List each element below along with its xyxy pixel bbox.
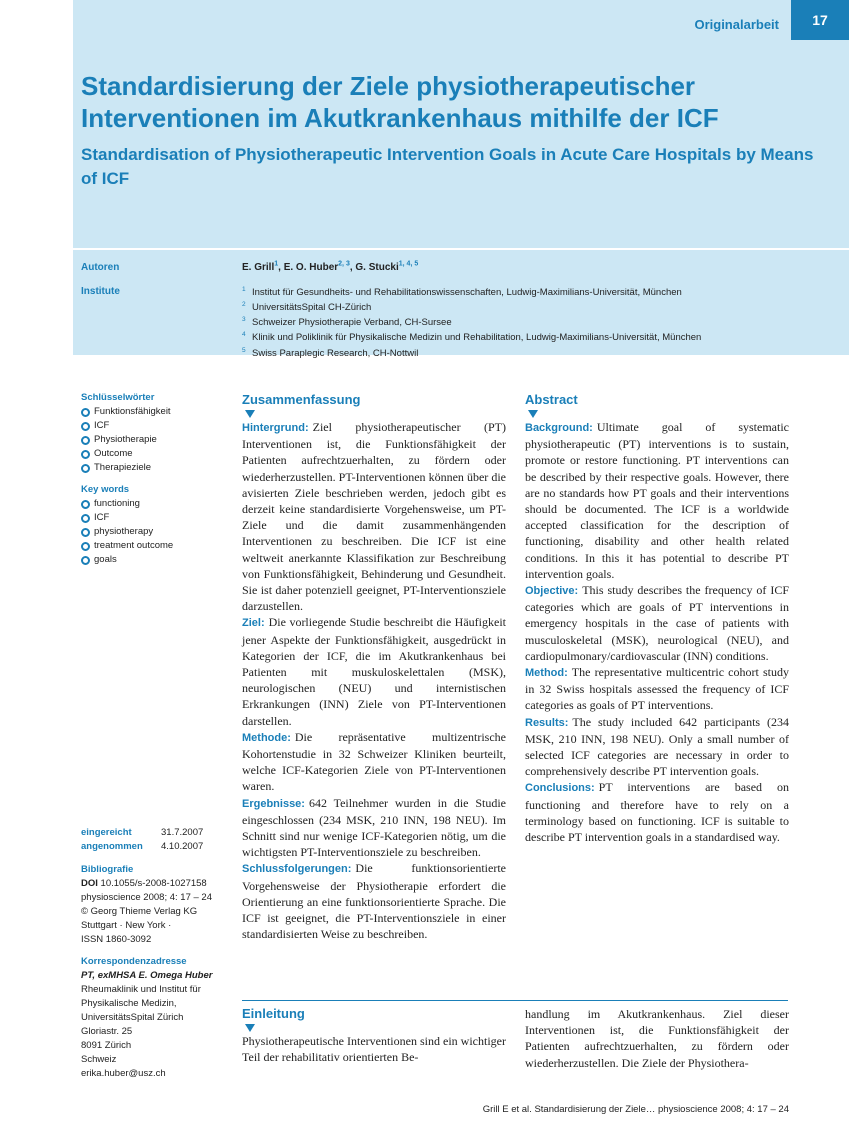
keywords-en-list [81,497,231,567]
bullet-ring-icon [81,542,90,551]
abstract-heading: Abstract [525,392,578,407]
keyword-item: Physiotherapie [81,433,231,447]
section-tag: Originalarbeit [694,17,779,32]
article-info-block [81,826,231,1081]
bibliography-heading: Bibliografie [81,864,134,875]
address-line: Schweiz [81,1054,117,1065]
address-line: Physikalische Medizin, [81,998,177,1009]
address-line: Rheumaklinik und Institut für [81,984,201,995]
paragraph: Hintergrund: Ziel physiotherapeutischer (PT) Interventionen ist, die Funktionsfähigkeit der Patienten aufrechtzuerhalten, zu fördern oder wiederherzustellen. PT-Interventionen können über die avisierten Ziele beschrieben werden, jedoch gibt es derzeit keine standardisierte Vorgehensweise, um PT-Ziele und die damit zusammenhängenden Interventionen zu beschreiben. Die ICF ist eine weltweit anerkannte Klassifikation zur Beschreibung von Funktionsfähigkeit, Behinderung und Gesundheit. Sie ist daher potenziell geeignet, PT-Interventionsziele darzustellen. [242,420,506,614]
institute-item: $^5$ Swiss Paraplegic Research, CH-Nottwil [242,346,419,359]
einleitung-heading: Einleitung [242,1006,305,1021]
triangle-down-icon [245,1024,255,1032]
bullet-ring-icon [81,528,90,537]
paragraph: Background: Ultimate goal of systematic physiotherapeutic (PT) interventions is to sustain, promote or restore functioning. PT interventions can be described by their respective goals. However, there are no standards how PT goals and their interventions should be documented. The ICF is a worldwide accepted classification for the description of functioning, disability and other health related conditions. In this it has potential to describe PT intervention goals. [525,420,789,581]
keyword-item: Outcome [81,447,231,461]
title-german: Standardisierung der Ziele physiotherapeutischer Interventionen im Akutkrankenhaus mithilfe der ICF [81,71,719,133]
received-label: eingereicht [81,827,132,838]
address-line: Gloriastr. 25 [81,1026,133,1037]
keyword-item: ICF [81,419,231,433]
zusammenfassung-heading: Zusammenfassung [242,392,361,407]
authors-label: Autoren [81,262,120,273]
paragraph: handlung im Akutkrankenhaus. Ziel dieser Interventionen ist, die Funktionsfähigkeit der Patienten aufrechtzuerhalten, zu fördern oder wiederherzustellen. Die Ziele der Physiothera- [525,1007,789,1070]
bullet-ring-icon [81,556,90,565]
paragraph: Physiotherapeutische Interventionen sind ein wichtiger Teil der rehabilitativ orientierten Be- [242,1034,506,1065]
keywords-block [81,391,231,575]
paragraph: Results: The study included 642 participants (234 MSK, 210 INN, 198 NEU). Only a small number of selected ICF categories are necessary in order to comprehensively describe PT intervention goals. [525,714,789,779]
email[interactable]: erika.huber@usz.ch [81,1068,166,1079]
issn: ISSN 1860-3092 [81,934,152,945]
footer-citation: Grill E et al. Standardisierung der Ziele… physioscience 2008; 4: 17 – 24 [482,1104,789,1115]
keyword-item: treatment outcome [81,539,231,553]
title-english: Standardisation of Physiotherapeutic Intervention Goals in Acute Care Hospitals by Means of ICF [81,145,814,188]
institute-item: $^1$ Institut für Gesundheits- und Rehabilitationswissenschaften, Ludwig-Maximilians-Universität, München [242,286,682,299]
keywords-de-list [81,405,231,475]
correspondence-heading: Korrespondenzadresse [81,956,187,967]
institute-item: $^3$ Schweizer Physiotherapie Verband, CH-Sursee [242,316,452,329]
bullet-ring-icon [81,500,90,509]
institutes-list [242,284,701,360]
keywords-en-heading: Key words [81,484,130,495]
copyright: © Georg Thieme Verlag KG [81,906,198,917]
publisher-city: Stuttgart · New York · [81,920,172,931]
paragraph: Objective: This study describes the frequency of ICF categories which are goals of PT interventions in emergency hospitals in the case of patients with musculoskeletal (MSK), neurological (NEU), and cardiopulmonary/cardiovascular (INN) conditions. [525,583,789,663]
keywords-de-heading: Schlüsselwörter [81,392,155,403]
dates [81,826,231,854]
accepted-label: angenommen [81,841,143,852]
triangle-down-icon [528,410,538,418]
institute-item: $^2$ UniversitätsSpital CH-Zürich [242,301,372,314]
bullet-ring-icon [81,408,90,417]
correspondence-name: PT, exMHSA E. Omega Huber [81,970,213,981]
keyword-item: ICF [81,511,231,525]
author: E. O. Huber$^{2, 3}$, [283,261,356,274]
bullet-ring-icon [81,514,90,523]
received-date: 31.7.2007 [161,827,204,838]
keyword-item: physiotherapy [81,525,231,539]
institutes-label: Institute [81,286,120,297]
keyword-item: goals [81,553,231,567]
zusammenfassung-column [242,391,506,943]
abstract-column [525,391,789,845]
keyword-item: Therapieziele [81,461,231,475]
institute-item: $^4$ Klinik und Poliklinik für Physikalische Medizin und Rehabilitation, Ludwig-Maximilians-Universität, München [242,331,702,344]
doi: DOI 10.1055/s-2008-1027158 [81,878,207,889]
einleitung-right [525,1006,789,1071]
paragraph: Ziel: Die vorliegende Studie beschreibt die Häufigkeit jener Aspekte der Funktionsfähigkeit, ausgedrückt in Kategorien der ICF, die im Akutkrankenhaus bei Patienten mit muskuloskelettalen (MSK), neurologischen (NEU) und internistischen Erkrankungen (INN) Ziele von PT-Interventionen darstellen. [242,615,506,728]
triangle-down-icon [245,410,255,418]
bullet-ring-icon [81,450,90,459]
journal-ref: physioscience 2008; 4: 17 – 24 [81,892,212,903]
paragraph: Schlussfolgerungen: Die funktionsorientierte Vorgehensweise der Physiotherapie erfordert die Orientierung an eine funktionsorientierte Sprache. Die ICF ist geeignet, die PT-Interventionsziele in einer standardisierten Weise zu beschreiben. [242,861,506,942]
paragraph: Methode: Die repräsentative multizentrische Kohortenstudie in 32 Schweizer Kliniken beurteilt, welche ICF-Kategorien Ziele von PT-Interventionen waren. [242,729,506,794]
bullet-ring-icon [81,436,90,445]
paragraph: Ergebnisse: 642 Teilnehmer wurden in die Studie eingeschlossen (234 MSK, 210 INN, 198 NEU). Im Schnitt sind nur wenige ICF-Kategorien nötig, um die wichtigsten PT-Interventionsziele zu beschreiben. [242,795,506,860]
keyword-item: functioning [81,497,231,511]
author: G. Stucki$^{1, 4, 5}$ [355,261,419,274]
authors-list [242,261,418,273]
address-line: 8091 Zürich [81,1040,132,1051]
address-line: UniversitätsSpital Zürich [81,1012,184,1023]
bullet-ring-icon [81,464,90,473]
bullet-ring-icon [81,422,90,431]
section-divider [242,1000,788,1001]
page-number: 17 [791,0,849,40]
author: E. Grill$^1$, [242,261,284,274]
einleitung-left [242,1005,506,1065]
paragraph: Method: The representative multicentric cohort study in 32 Swiss hospitals assessed the frequency of ICF categories as goals of PT interventions. [525,665,789,713]
accepted-date: 4.10.2007 [161,841,204,852]
paragraph: Conclusions: PT interventions are based on functioning and therefore have to rely on a terminology based on functioning. ICF is suitable to describe PT intervention goals in a standardised way. [525,780,789,845]
keyword-item: Funktionsfähigkeit [81,405,231,419]
